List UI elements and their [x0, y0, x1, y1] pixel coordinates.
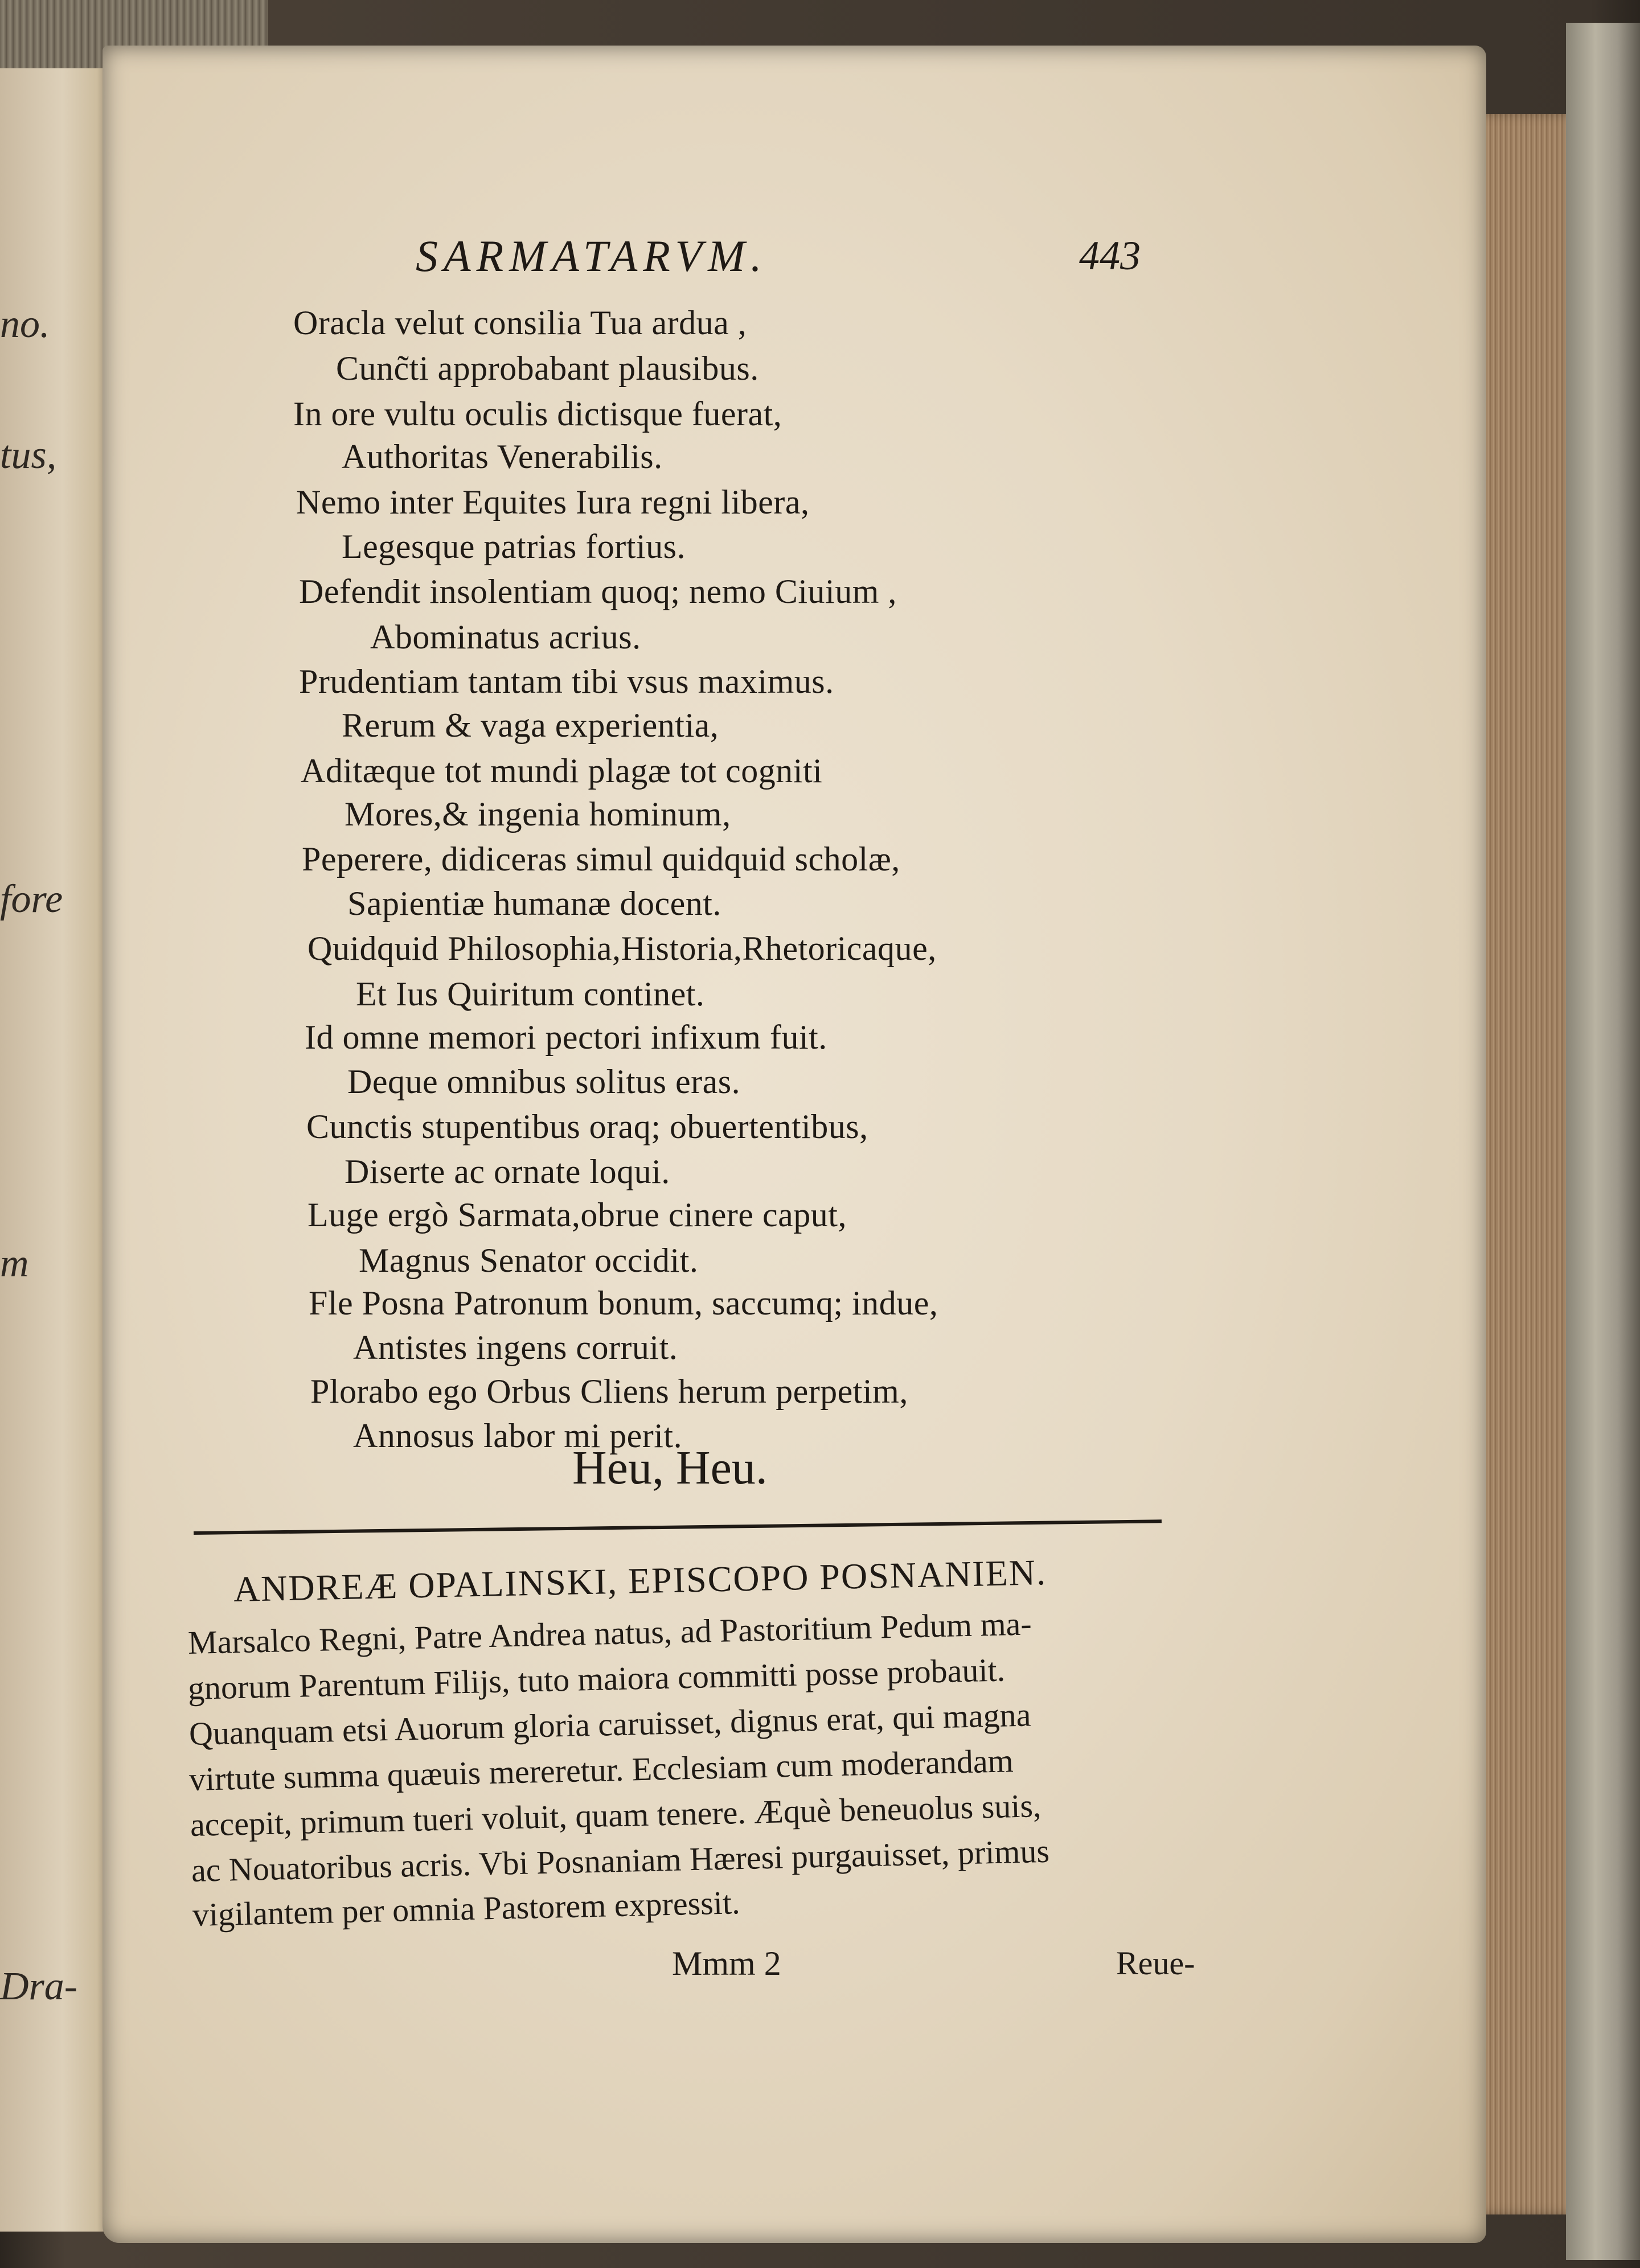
epitaph-line: accepit, primum tueri voluit, quam tenere. Æquè beneuolus suis,: [190, 1787, 1042, 1843]
verse-line: Prudentiam tantam tibi vsus maximus.: [299, 663, 834, 700]
verse-line: Sapientiæ humanæ docent.: [347, 885, 721, 922]
left-page-fragment: no.: [0, 302, 50, 346]
epitaph-line: gnorum Parentum Filijs, tuto maiora committi posse probauit.: [187, 1651, 1006, 1707]
book-cover-edge: [1566, 23, 1640, 2260]
verse-line: Peperere, didiceras simul quidquid scholæ,: [302, 840, 900, 878]
verse-line: Nemo inter Equites Iura regni libera,: [296, 483, 810, 521]
running-head: SARMATARVM.: [416, 231, 768, 281]
signature-mark: Mmm 2: [672, 1945, 781, 1982]
verse-line: In ore vultu oculis dictisque fuerat,: [293, 395, 782, 433]
catchword: Reue-: [1116, 1945, 1195, 1982]
page-number: 443: [1079, 233, 1141, 278]
left-page-fragment: tus,: [0, 433, 57, 477]
verse-line: Id omne memori pectori infixum fuit.: [305, 1018, 827, 1056]
verse-line: Cunctis stupentibus oraq; obuertentibus,: [306, 1108, 868, 1145]
verse-line: Magnus Senator occidit.: [359, 1242, 699, 1279]
verse-line: Oracla velut consilia Tua ardua ,: [293, 304, 747, 342]
epitaph-line: virtute summa quæuis mereretur. Ecclesiam cum moderandam: [188, 1742, 1014, 1798]
left-page-fragment: fore: [0, 877, 63, 921]
epitaph-line: Quanquam etsi Auorum gloria caruisset, dignus erat, qui magna: [188, 1696, 1032, 1752]
verse-line: Mores,& ingenia hominum,: [345, 795, 731, 833]
left-page-fragment: m: [0, 1242, 29, 1285]
verse-line: Fle Posna Patronum bonum, saccumq; indue,: [309, 1284, 938, 1322]
verse-line: Authoritas Venerabilis.: [342, 438, 663, 475]
verse-line: Aditæque tot mundi plagæ tot cogniti: [301, 752, 823, 790]
verse-line: Annosus labor mi perit.: [353, 1417, 683, 1455]
verse-line: Legesque patrias fortius.: [342, 528, 686, 565]
exclamation: Heu, Heu.: [572, 1441, 768, 1494]
verse-line: Defendit insolentiam quoq; nemo Ciuium ,: [299, 573, 897, 610]
left-facing-page: [0, 68, 114, 2232]
verse-line: Diserte ac ornate loqui.: [345, 1153, 670, 1190]
verse-line: Luge ergò Sarmata,obrue cinere caput,: [308, 1196, 847, 1234]
left-page-fragment: Dra-: [0, 1965, 78, 2008]
verse-line: Et Ius Quiritum continet.: [356, 975, 705, 1013]
verse-line: Quidquid Philosophia,Historia,Rhetoricaque,: [308, 930, 937, 967]
epitaph-line: vigilantem per omnia Pastorem expressit.: [192, 1884, 741, 1933]
verse-line: Plorabo ego Orbus Cliens herum perpetim,: [310, 1373, 908, 1410]
verse-line: Abominatus acrius.: [370, 618, 641, 656]
epitaph-line: ac Nouatoribus acris. Vbi Posnaniam Hæresi purgauisset, primus: [191, 1832, 1050, 1889]
epitaph-heading: ANDREÆ OPALINSKI, EPISCOPO POSNANIEN.: [233, 1552, 1047, 1609]
verse-line: Cunc̃ti approbabant plausibus.: [336, 350, 759, 387]
verse-line: Antistes ingens corruit.: [353, 1329, 678, 1366]
epitaph-line: Marsalco Regni, Patre Andrea natus, ad Pastoritium Pedum ma-: [187, 1605, 1032, 1661]
verse-line: Rerum & vaga experientia,: [342, 706, 719, 744]
verse-line: Deque omnibus solitus eras.: [347, 1063, 741, 1100]
